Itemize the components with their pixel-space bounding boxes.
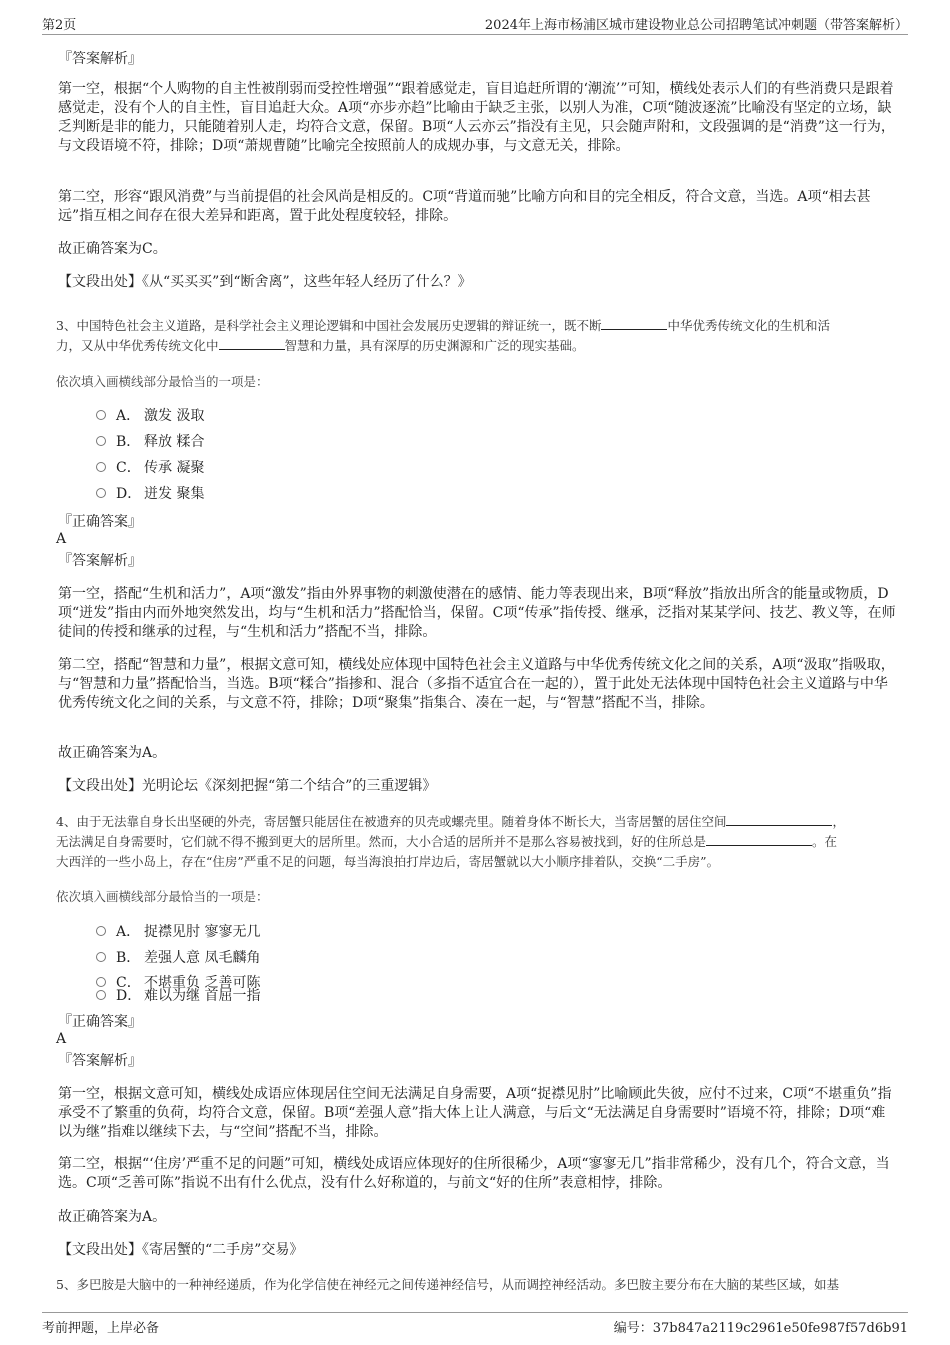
source-line: 【文段出处】《从“买买买”到“断舍离”，这些年轻人经历了什么？》 [58, 274, 472, 290]
option-c[interactable]: C． 传承 凝聚 [96, 457, 204, 477]
analysis-label: 『答案解析』 [58, 1053, 142, 1069]
radio-icon[interactable] [96, 488, 106, 498]
fill-blank [726, 813, 832, 826]
analysis-paragraph: 第一空，根据“个人购物的自主性被削弱而受控性增强”“跟着感觉走，盲目追赶所谓的‘潮流’”可知，横线处表示人们的有些消费只是跟着感觉走，没有个人的自主性，盲目追赶大众。A项“亦步亦趋”比喻由于缺乏主张，以别人为准，C项“随波逐流”比喻没有坚定的立场，缺乏判断是非的能力，只能随着别人走，均符合文意，保留。B项“人云亦云”指没有主见，只会随声附和，文段强调的是“消费”这一行为，与文段语境不符，排除；D项“萧规曹随”比喻完全按照前人的成规办事，与文意无关，排除。 [58, 81, 895, 154]
analysis-label: 『答案解析』 [58, 553, 142, 569]
source-line: 【文段出处】光明论坛《深刻把握“第二个结合”的三重逻辑》 [58, 778, 437, 794]
radio-icon[interactable] [96, 926, 106, 936]
option-d[interactable]: D． 迸发 聚集 [96, 483, 204, 503]
radio-icon[interactable] [96, 952, 106, 962]
radio-icon[interactable] [96, 436, 106, 446]
analysis-paragraph: 第二空，形容“跟风消费”与当前提倡的社会风尚是相反的。C项“背道而驰”比喻方向和目的完全相反，符合文意，当选。A项“相去甚远”指互相之间存在很大差异和距离，置于此处程度较轻，排除。 [58, 189, 871, 224]
document-id: 编号：37b847a2119c2961e50fe987f57d6b91 [613, 1321, 908, 1336]
document-title: 2024年上海市杨浦区城市建设物业总公司招聘笔试冲刺题（带答案解析） [484, 18, 908, 33]
fill-blank [601, 317, 667, 330]
correct-answer-label: 『正确答案』 [58, 1014, 142, 1030]
option-a[interactable]: A． 捉襟见肘 寥寥无几 [96, 921, 260, 941]
fill-blank [219, 337, 285, 350]
page-number: 第2页 [42, 18, 77, 33]
question-hint: 依次填入画横线部分最恰当的一项是： [56, 374, 269, 389]
analysis-paragraph: 第二空，根据“‘住房’严重不足的问题”可知，横线处成语应体现好的住所很稀少，A项“寥寥无几”指非常稀少，没有几个，符合文意，当选。C项“乏善可陈”指说不出有什么优点，没有什么好称道的，与前文“好的住所”表意相悖，排除。 [58, 1156, 890, 1191]
answer-conclusion: 故正确答案为C。 [58, 241, 167, 257]
fill-blank [706, 833, 812, 846]
answer-conclusion: 故正确答案为A。 [58, 1209, 167, 1225]
footer-slogan: 考前押题，上岸必备 [42, 1321, 160, 1336]
question-3-stem: 3、中国特色社会主义道路，是科学社会主义理论逻辑和中国社会发展历史逻辑的辩证统一，既不断 中华优秀传统文化的生机和活 力，又从中华优秀传统文化中 智慧和力量，具有深厚的历史渊源和广泛的现实基础。 [56, 318, 830, 353]
correct-answer-label: 『正确答案』 [58, 514, 142, 530]
option-b[interactable]: B． 差强人意 凤毛麟角 [96, 947, 260, 967]
radio-icon[interactable] [96, 410, 106, 420]
radio-icon[interactable] [96, 462, 106, 472]
correct-answer: A [56, 531, 67, 547]
option-b[interactable]: B． 释放 糅合 [96, 431, 204, 451]
option-d[interactable]: D． 难以为继 首屈一指 [96, 985, 260, 1005]
radio-icon[interactable] [96, 990, 106, 1000]
analysis-paragraph: 第一空，搭配“生机和活力”，A项“激发”指由外界事物的刺激使潜在的感情、能力等表现出来，B项“释放”指放出所含的能量或物质，D项“迸发”指由内而外地突然发出，均与“生机和活力”搭配恰当，保留。C项“传承”指传授、继承，泛指对某某学问、技艺、教义等，在师徒间的传授和继承的过程，与“生机和活力”搭配不当，排除。 [58, 586, 896, 640]
option-c[interactable]: C． 不堪重负 乏善可陈 [96, 972, 260, 992]
analysis-paragraph: 第一空，根据文意可知，横线处成语应体现居住空间无法满足自身需要，A项“捉襟见肘”比喻顾此失彼，应付不过来，C项“不堪重负”指承受不了繁重的负荷，均符合文意，保留。B项“差强人意”指大体上让人满意，与后文“无法满足自身需要时”语境不符，排除；D项“难以为继”指难以继续下去，与“空间”搭配不当，排除。 [58, 1086, 892, 1140]
correct-answer: A [56, 1031, 67, 1047]
source-line: 【文段出处】《寄居蟹的“二手房”交易》 [58, 1242, 304, 1258]
answer-conclusion: 故正确答案为A。 [58, 745, 167, 761]
question-4-stem: 4、由于无法靠自身长出坚硬的外壳，寄居蟹只能居住在被遗弃的贝壳或螺壳里。随着身体不断长大，当寄居蟹的居住空间 ， 无法满足自身需要时，它们就不得不搬到更大的居所里。然而，大小合适的居所并不是那么容易被找到，好的住所总是 。在 大西洋的一些小岛上，存在“住房”严重不足的问题，每当海浪拍打岸边后，寄居蟹就以大小顺序排着队，交换“二手房”。 [56, 814, 845, 869]
option-a[interactable]: A． 激发 汲取 [96, 405, 204, 425]
page-header [42, 14, 908, 35]
question-5-stem: 5、多巴胺是大脑中的一种神经递质，作为化学信使在神经元之间传递神经信号，从而调控神经活动。多巴胺主要分布在大脑的某些区域，如基 [56, 1277, 839, 1292]
analysis-label: 『答案解析』 [58, 51, 142, 67]
page-footer [42, 1312, 908, 1336]
question-hint: 依次填入画横线部分最恰当的一项是： [56, 889, 269, 904]
analysis-paragraph: 第二空，搭配“智慧和力量”，根据文意可知，横线处应体现中国特色社会主义道路与中华优秀传统文化之间的关系，A项“汲取”指吸取，与“智慧和力量”搭配恰当，当选。B项“糅合”指掺和、混合（多指不适宜合在一起的），置于此处无法体现中国特色社会主义道路与中华优秀传统文化之间的关系，与文意不符，排除；D项“聚集”指集合、凑在一起，与“智慧”搭配不当，排除。 [58, 657, 895, 711]
